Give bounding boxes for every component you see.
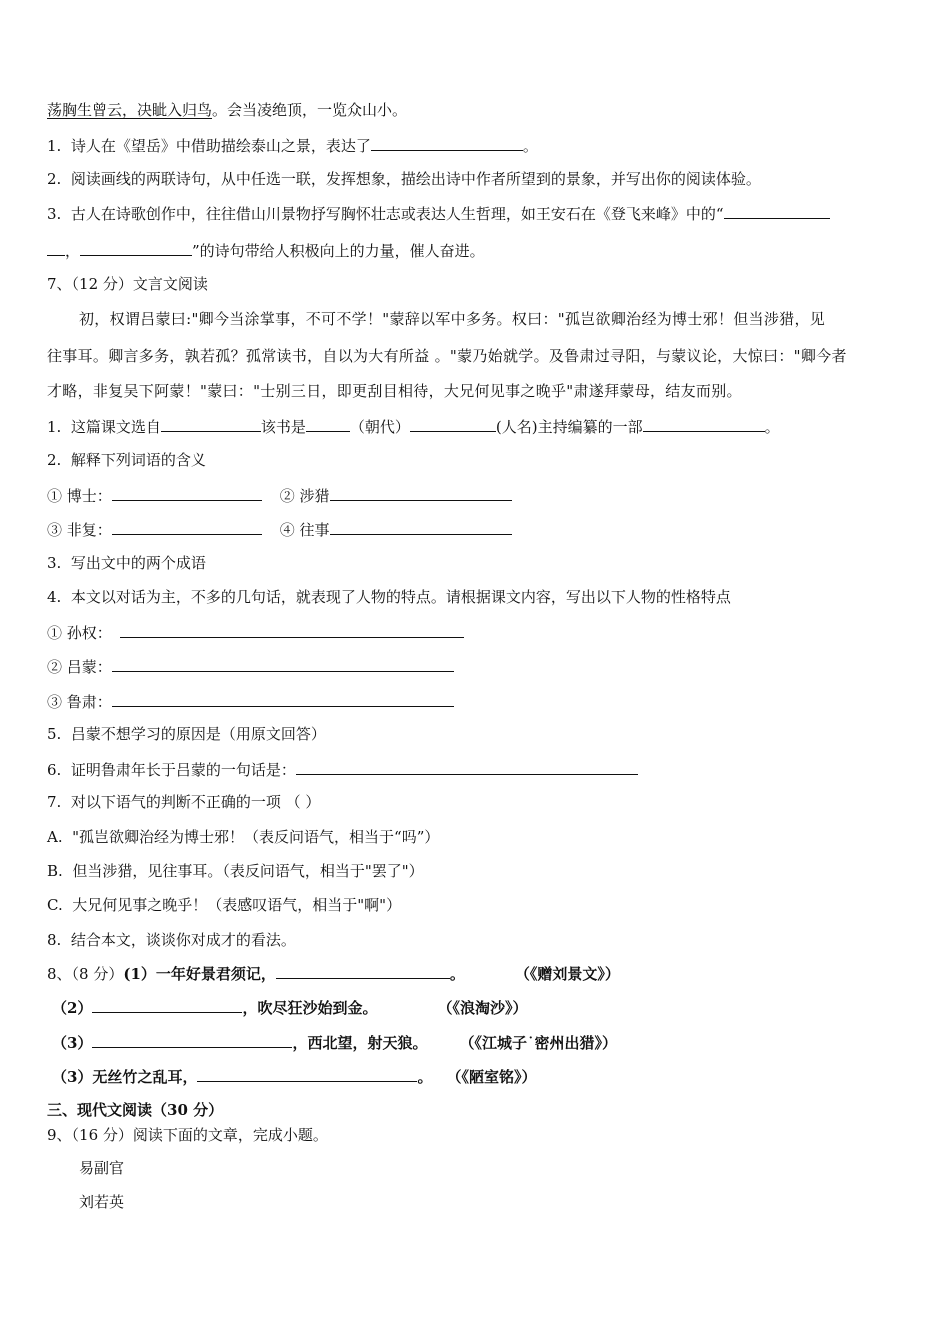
verse-text: (1）一年好景君须记， [123, 965, 276, 983]
q8-header: 8、（8 分） [47, 965, 124, 983]
q7-question-7 [47, 791, 907, 813]
question-number: 2. [47, 451, 62, 469]
question-text: 证明鲁肃年长于吕蒙的一句话是： [70, 761, 296, 779]
article-title: 易副官 [79, 1159, 125, 1177]
answer-blank[interactable] [643, 415, 765, 432]
answer-blank[interactable] [276, 962, 450, 979]
question-tail: 。 [522, 137, 538, 155]
answer-blank[interactable] [306, 415, 350, 432]
q7-question-4 [47, 586, 907, 608]
option-text: "孤岂欲卿治经为博士邪！（表反问语气，相当于“吗”） [72, 828, 440, 846]
answer-blank[interactable] [410, 415, 496, 432]
poem-question-3 [47, 202, 907, 224]
verse-text: ，吹尽狂沙始到金。 [242, 999, 378, 1017]
answer-blank[interactable] [92, 996, 242, 1013]
question-text: 结合本文，谈谈你对成才的看法。 [70, 931, 296, 949]
answer-blank[interactable] [197, 1065, 417, 1082]
question-number: 3. [47, 554, 62, 572]
q9-header: 9、（16 分）阅读下面的文章，完成小题。 [47, 1126, 328, 1144]
question-text: 古人在诗歌创作中，往往借山川景物抒写胸怀壮志或表达人生哲理，如王安石在《登飞来峰》中的“ [70, 205, 724, 223]
verse-source: （《赠刘景文》） [514, 965, 620, 983]
poem-tail-line [47, 99, 907, 121]
question-text: 这篇课文选自 [70, 418, 161, 436]
q7-header: 7、（12 分）文言文阅读 [47, 275, 208, 293]
question-text: 诗人在《望岳》中借助描绘泰山之景，表达了 [70, 137, 371, 155]
question-text: 。 [764, 418, 780, 436]
poem-question-2 [47, 168, 907, 190]
question-text: 阅读画线的两联诗句，从中任选一联，发挥想象，描绘出诗中作者所望到的景象，并写出你的阅读体验。 [70, 170, 761, 188]
question-text: 吕蒙不想学习的原因是（用原文回答） [70, 725, 326, 743]
answer-blank[interactable] [330, 484, 512, 501]
word-label: ① 博士： [47, 487, 112, 505]
q8-line-2 [52, 996, 912, 1018]
question-text: 解释下列词语的含义 [70, 451, 206, 469]
poem-rest-text: 。会当凌绝顶，一览众山小。 [212, 101, 408, 119]
question-number: 8. [47, 931, 62, 949]
q7-question-5 [47, 723, 907, 745]
word-row-1 [47, 484, 907, 506]
question-number: 6. [47, 761, 62, 779]
q7-passage-line-1: 初，权谓吕蒙曰:"卿今当涂掌事，不可不学！"蒙辞以军中多务。权曰："孤岂欲卿治经为博士邪！但当涉猎，见 [79, 310, 826, 328]
poem-underlined-text: 荡胸生曾云，决眦入归鸟 [47, 101, 213, 119]
answer-blank[interactable] [296, 758, 638, 775]
answer-blank[interactable] [112, 484, 262, 501]
answer-blank[interactable] [120, 621, 464, 638]
person-sunquan-row [47, 621, 907, 643]
verse-text: 。 [449, 965, 465, 983]
question-text: 对以下语气的判断不正确的一项 （ ） [70, 793, 321, 811]
question-text: ”的诗句带给人积极向上的力量，催人奋进。 [192, 242, 485, 260]
option-a[interactable] [47, 826, 907, 848]
question-text: 写出文中的两个成语 [70, 554, 206, 572]
q8-line-4 [52, 1065, 912, 1087]
answer-blank[interactable] [80, 239, 192, 256]
question-number: 1. [47, 418, 62, 436]
answer-blank[interactable] [47, 239, 65, 256]
option-text: 但当涉猎，见往事耳。（表反问语气，相当于"罢了"） [72, 862, 424, 880]
option-letter: A. [47, 828, 63, 846]
person-label: ① 孙权： [47, 624, 112, 642]
verse-text: 。 [417, 1068, 433, 1086]
word-label: ③ 非复： [47, 521, 112, 539]
answer-blank[interactable] [371, 134, 523, 151]
option-text: 大兄何见事之晚乎！（表感叹语气，相当于"啊"） [72, 896, 402, 914]
q7-question-8 [47, 929, 907, 951]
verse-source: （《浪淘沙》） [437, 999, 528, 1017]
question-number: 1. [47, 137, 62, 155]
answer-blank[interactable] [112, 690, 454, 707]
section-3-title: 三、现代文阅读（30 分） [47, 1101, 224, 1119]
question-text: ， [65, 242, 81, 260]
q8-line-1 [47, 962, 907, 984]
option-b[interactable] [47, 860, 907, 882]
person-label: ② 吕蒙： [47, 658, 112, 676]
answer-blank[interactable] [724, 202, 830, 219]
question-number: 2. [47, 170, 62, 188]
q8-line-3 [52, 1031, 912, 1053]
word-row-2 [47, 518, 907, 540]
article-author: 刘若英 [79, 1193, 125, 1211]
question-number: 4. [47, 588, 62, 606]
q7-question-1 [47, 415, 907, 437]
verse-source: （《江城子˙密州出猎》） [459, 1034, 617, 1052]
answer-blank[interactable] [330, 518, 512, 535]
question-text: 该书是 [260, 418, 306, 436]
question-text: (人名)主持编纂的一部 [495, 418, 643, 436]
question-number: 7. [47, 793, 62, 811]
person-label: ③ 鲁肃： [47, 693, 112, 711]
answer-blank[interactable] [161, 415, 261, 432]
q7-question-2 [47, 449, 907, 471]
answer-blank[interactable] [92, 1031, 292, 1048]
person-lvmeng-row [47, 655, 907, 677]
word-label: ② 涉猎 [279, 487, 330, 505]
verse-source: （《陋室铭》） [446, 1068, 537, 1086]
q7-passage-line-3: 才略，非复吴下阿蒙！"蒙曰："士别三日，即更刮目相待，大兄何见事之晚乎"肃遂拜蒙母，结友而别。 [47, 382, 742, 400]
option-letter: C. [47, 896, 63, 914]
verse-text: （3） [52, 1034, 93, 1052]
q7-question-6 [47, 758, 907, 780]
person-lusu-row [47, 690, 907, 712]
option-letter: B. [47, 862, 63, 880]
option-c[interactable] [47, 894, 907, 916]
poem-question-1 [47, 134, 907, 156]
question-number: 5. [47, 725, 62, 743]
verse-text: （2） [52, 999, 93, 1017]
q7-question-3 [47, 552, 907, 574]
answer-blank[interactable] [112, 655, 454, 672]
question-number: 3. [47, 205, 62, 223]
verse-text: （3）无丝竹之乱耳， [52, 1068, 198, 1086]
answer-blank[interactable] [112, 518, 262, 535]
question-text: 本文以对话为主，不多的几句话，就表现了人物的特点。请根据课文内容，写出以下人物的性格特点 [70, 588, 731, 606]
verse-text: ，西北望，射天狼。 [292, 1034, 428, 1052]
poem-question-3-cont [47, 239, 907, 261]
question-text: （朝代） [349, 418, 410, 436]
word-label: ④ 往事 [279, 521, 330, 539]
q7-passage-line-2: 往事耳。卿言多务，孰若孤？孤常读书，自以为大有所益 。"蒙乃始就学。及鲁肃过寻阳，与蒙议论，大惊曰："卿今者 [47, 347, 847, 365]
